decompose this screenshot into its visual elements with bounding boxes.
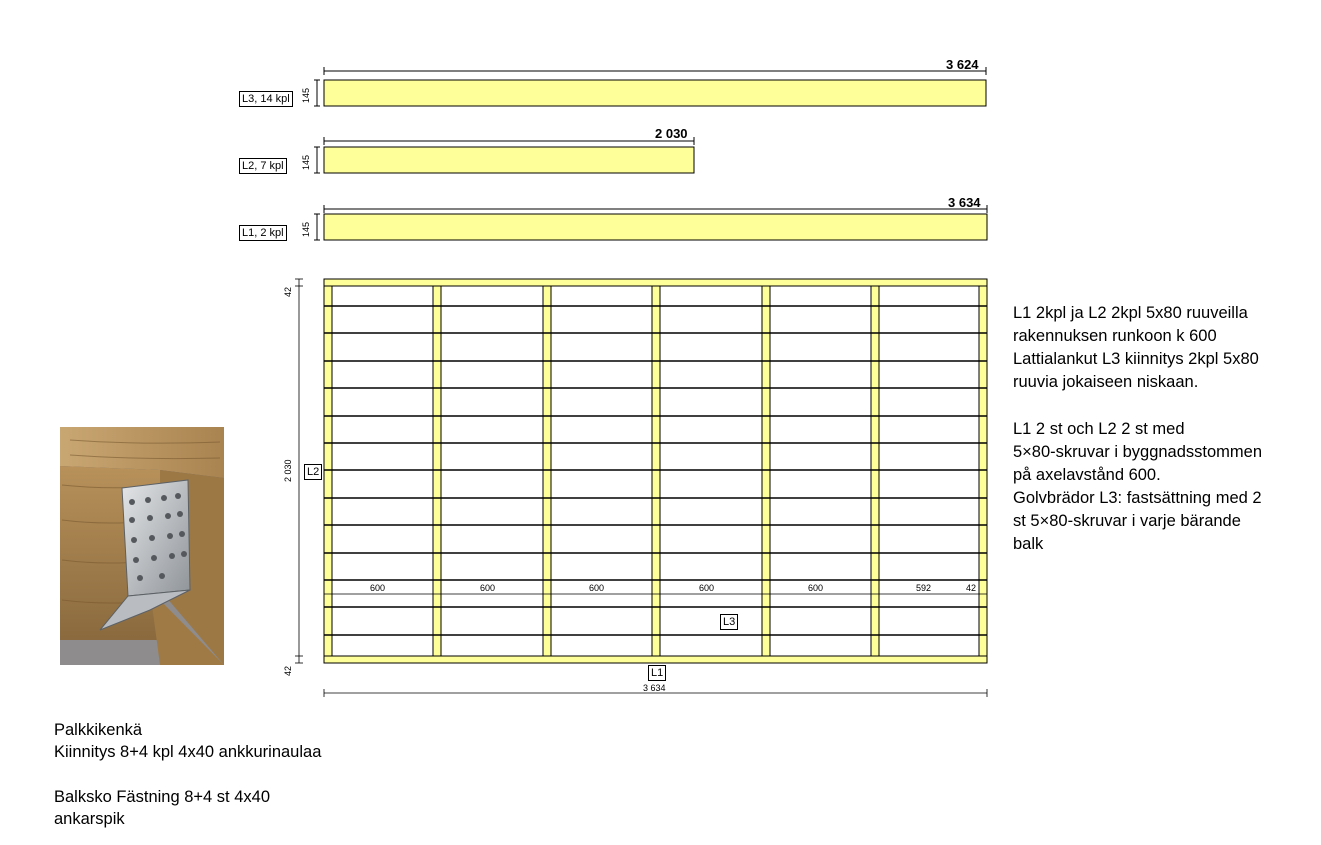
board-l2-length: 2 030 <box>655 126 688 141</box>
note-finnish: L1 2kpl ja L2 2kpl 5x80 ruuveilla rakennuksen runkoon k 600 Lattialankut L3 kiinnitys 2kpl 5x80 ruuvia jokaiseen niskaan. <box>1013 304 1259 391</box>
plan-spacing-2: 600 <box>480 583 496 593</box>
plan-joist <box>652 286 660 656</box>
board-l2-rect <box>324 147 694 173</box>
plan-joist <box>871 286 879 656</box>
board-l1 <box>314 205 987 240</box>
plan-joist <box>433 286 441 656</box>
plan-end-gap: 42 <box>966 583 977 593</box>
plan-joist <box>324 286 332 656</box>
board-l3-length: 3 624 <box>946 57 979 72</box>
plan-top-gap: 42 <box>283 286 293 297</box>
plan-rim-top <box>324 279 987 286</box>
board-l1-tag: L1, 2 kpl <box>239 225 287 241</box>
plan-spacing-4: 600 <box>699 583 715 593</box>
plan-spacing-5: 600 <box>808 583 824 593</box>
plan-tag-l3: L3 <box>720 614 738 630</box>
floor-plan <box>295 279 987 697</box>
plan-tag-l2: L2 <box>304 464 322 480</box>
board-l2-width: 145 <box>301 154 311 170</box>
board-l3-rect <box>324 80 986 106</box>
board-l2-tag: L2, 7 kpl <box>239 158 287 174</box>
plan-spacing-3: 600 <box>589 583 605 593</box>
board-l3 <box>314 67 986 106</box>
board-l1-length: 3 634 <box>948 195 981 210</box>
plan-joist <box>543 286 551 656</box>
board-l1-width: 145 <box>301 221 311 237</box>
board-l2 <box>314 137 694 173</box>
board-l1-rect <box>324 214 987 240</box>
note-swedish: L1 2 st och L2 2 st med 5×80-skruvar i byggnadsstommen på axelavstånd 600. Golvbrädor L3: fastsättning med 2 st 5×80-skruvar i varje bärande balk <box>1013 420 1262 553</box>
plan-joist <box>979 286 987 656</box>
caption-finnish: Palkkikenkä Kiinnitys 8+4 kpl 4x40 ankkurinaulaa <box>54 721 322 761</box>
board-l3-width: 145 <box>301 87 311 103</box>
plan-spacing-1: 600 <box>370 583 386 593</box>
plan-height: 2 030 <box>283 459 293 482</box>
board-l3-tag: L3, 14 kpl <box>239 91 293 107</box>
plan-spacing-6: 592 <box>916 583 932 593</box>
plan-joist <box>762 286 770 656</box>
caption-swedish: Balksko Fästning 8+4 st 4x40 ankarspik <box>54 788 270 828</box>
plan-tag-l1: L1 <box>648 665 666 681</box>
plan-rim-bottom <box>324 656 987 663</box>
beam-hanger-photo <box>60 427 224 665</box>
plan-bottom-gap: 42 <box>283 665 293 676</box>
plan-total-width: 3 634 <box>643 683 666 693</box>
